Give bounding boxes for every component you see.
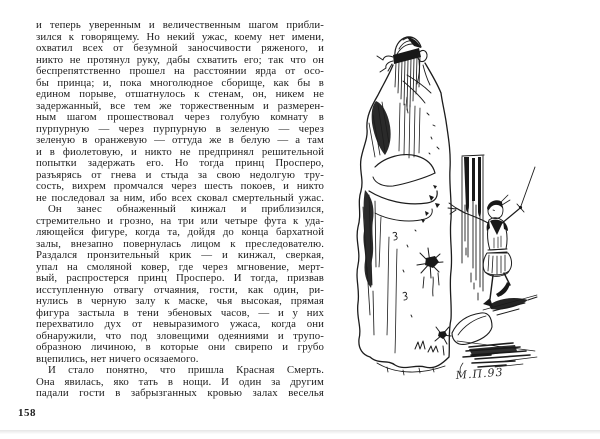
text-line: залы, внезапно повернулась лицом к преследователю. bbox=[36, 238, 324, 250]
prospero-figure bbox=[448, 167, 537, 315]
text-line: не последовал за ним, ибо всех сковал смертельный ужас. bbox=[36, 192, 324, 204]
text-line: упал на смоляной ковер, где через мгновение, мерт- bbox=[36, 261, 324, 273]
paragraph bbox=[36, 365, 324, 400]
text-line: вцепились, нет ничего осязаемого. bbox=[36, 353, 199, 365]
text-line: Она явилась, яко тать в нощи. И один за другим bbox=[36, 376, 324, 388]
text-line: пурпурную — через пурпурную в зеленую — через bbox=[36, 123, 324, 135]
paragraph bbox=[36, 20, 324, 204]
shroud-train-and-shadow bbox=[452, 313, 537, 373]
text-line: и в фиолетовую, и никто не предпринял решительной bbox=[36, 146, 324, 158]
text-line: обнаружили, что под зловещими одеяниями и трупо- bbox=[36, 330, 324, 342]
paragraph bbox=[36, 204, 324, 365]
text-line: ным шагом прошествовал через голубую комнату в bbox=[36, 112, 324, 123]
text-line: ляющейся фигуре, когда та, дойдя до конца бархатной bbox=[36, 227, 324, 238]
text-line: беспрепятственно прошел на расстоянии ярда от осо- bbox=[36, 66, 324, 77]
text-line: Раздался пронзительный крик — и кинжал, сверкая, bbox=[36, 250, 324, 261]
text-line: бы принца; и, пока многолюдное сборище, как бы в bbox=[36, 77, 324, 89]
text-line: Он занес обнаженный кинжал и приблизился, bbox=[48, 204, 324, 215]
page-bottom-edge bbox=[0, 430, 600, 434]
text-line: зеленую в оранжевую — оттуда же в белую — а там bbox=[36, 135, 324, 146]
text-line: сость, вихрем промчался через шесть покоев, и никто bbox=[36, 181, 324, 192]
page-number: 158 bbox=[18, 407, 36, 419]
text-line: зился к говорящему. Но некий ужас, коему нет имени, bbox=[36, 31, 324, 43]
text-line: падали гости в забрызганных кровью залах веселья bbox=[36, 388, 324, 399]
text-line: и теперь уверенным и величественным шагом прибли- bbox=[36, 20, 324, 31]
ink-drawing bbox=[345, 5, 595, 405]
illustration bbox=[345, 5, 595, 405]
striped-drape bbox=[462, 155, 484, 300]
text-line: образною личиною, в которые они свирепо и грубо bbox=[36, 342, 324, 353]
text-line: едином порыве, отшатнулось к стенам, он, никем не bbox=[36, 89, 324, 100]
text-line: И стало понятно, что пришла Красная Смерть. bbox=[48, 365, 324, 376]
text-line: перехватило дух от невыразимого ужаса, когда они bbox=[36, 319, 324, 330]
text-line: охватил всех от безумной заносчивости ряженого, и bbox=[36, 43, 324, 54]
text-line: разъярясь от гнева и стыда за свою недолгую тру- bbox=[36, 169, 324, 181]
red-death-figure bbox=[357, 37, 452, 375]
text-line: стремительно и грозно, на три или четыре фута к уда- bbox=[36, 215, 324, 227]
text-line: исступленную отвагу отчаяния, гости, как один, ри- bbox=[36, 284, 324, 296]
text-column bbox=[36, 20, 324, 400]
text-line: никто не протянул руку, дабы схватить его; так что он bbox=[36, 54, 324, 66]
text-line: попытки задержать его. Но тогда принц Просперо, bbox=[36, 158, 324, 169]
text-line: задержанный, все тем же торжественным и размерен- bbox=[36, 100, 324, 112]
text-line: вый, распростерся принц Просперо. И тогда, призвав bbox=[36, 273, 324, 284]
text-line: нулись в черную залу к маске, чья высокая, прямая bbox=[36, 296, 324, 307]
artist-signature: М.П.93 bbox=[455, 365, 504, 382]
text-line: фигура застыла в тени эбеновых часов, — и у них bbox=[36, 307, 324, 319]
